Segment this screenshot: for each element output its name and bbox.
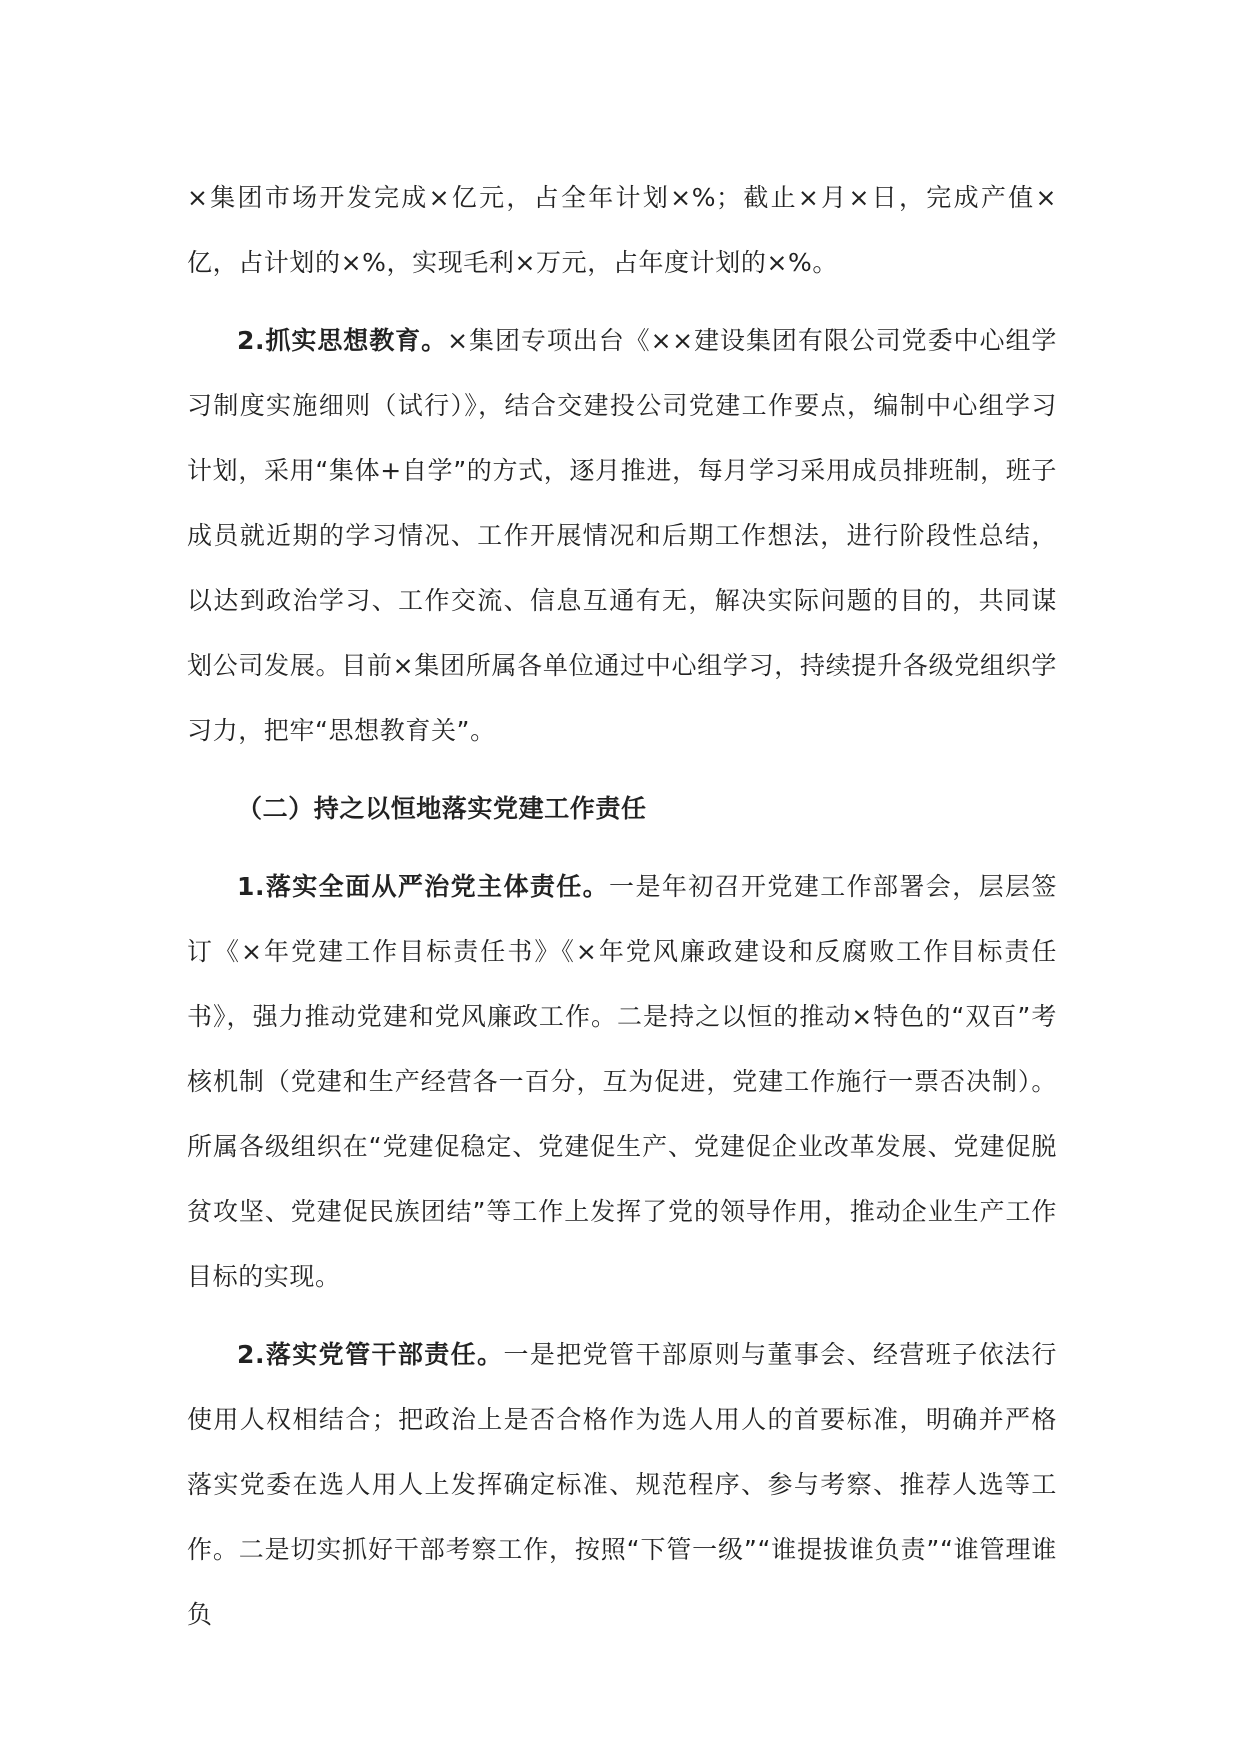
paragraph-continuation (187, 165, 1057, 295)
paragraph-party-responsibility (187, 854, 1057, 1309)
paragraph-text: 一是把党管干部原则与董事会、经营班子依法行使用人权相结合；把政治上是否合格作为选人用人的首要标准，明确并严格落实党委在选人用人上发挥确定标准、规范程序、参与考察、推荐人选等工作。二是切实抓好干部考察工作，按照“下管一级”“谁提拔谁负责”“谁管理谁负 (187, 1340, 1057, 1629)
paragraph-text: 一是年初召开党建工作部署会，层层签订《×年党建工作目标责任书》《×年党风廉政建设和反腐败工作目标责任书》，强力推动党建和党风廉政工作。二是持之以恒的推动×特色的“双百”考核机制（党建和生产经营各一百分，互为促进，党建工作施行一票否决制）。所属各级组织在“党建促稳定、党建促生产、党建促企业改革发展、党建促脱贫攻坚、党建促民族团结”等工作上发挥了党的领导作用，推动企业生产工作目标的实现。 (187, 872, 1057, 1291)
paragraph-lead: 2.落实党管干部责任。 (237, 1340, 504, 1369)
paragraph-ideological-education (187, 308, 1057, 763)
paragraph-cadre-management (187, 1322, 1057, 1647)
section-heading: （二）持之以恒地落实党建工作责任 (237, 794, 647, 823)
paragraph-text: ×集团市场开发完成×亿元，占全年计划×%；截止×月×日，完成产值×亿，占计划的×%，实现毛利×万元，占年度计划的×%。 (187, 183, 1057, 277)
paragraph-text: ×集团专项出台《××建设集团有限公司党委中心组学习制度实施细则（试行）》，结合交建投公司党建工作要点，编制中心组学习计划，采用“集体+自学”的方式，逐月推进，每月学习采用成员排班制，班子成员就近期的学习情况、工作开展情况和后期工作想法，进行阶段性总结，以达到政治学习、工作交流、信息互通有无，解决实际问题的目的，共同谋划公司发展。目前×集团所属各单位通过中心组学习，持续提升各级党组织学习力，把牢“思想教育关”。 (187, 326, 1058, 745)
document-body (187, 165, 1057, 1647)
paragraph-lead: 2.抓实思想教育。 (237, 326, 448, 355)
paragraph-lead: 1.落实全面从严治党主体责任。 (237, 872, 610, 901)
